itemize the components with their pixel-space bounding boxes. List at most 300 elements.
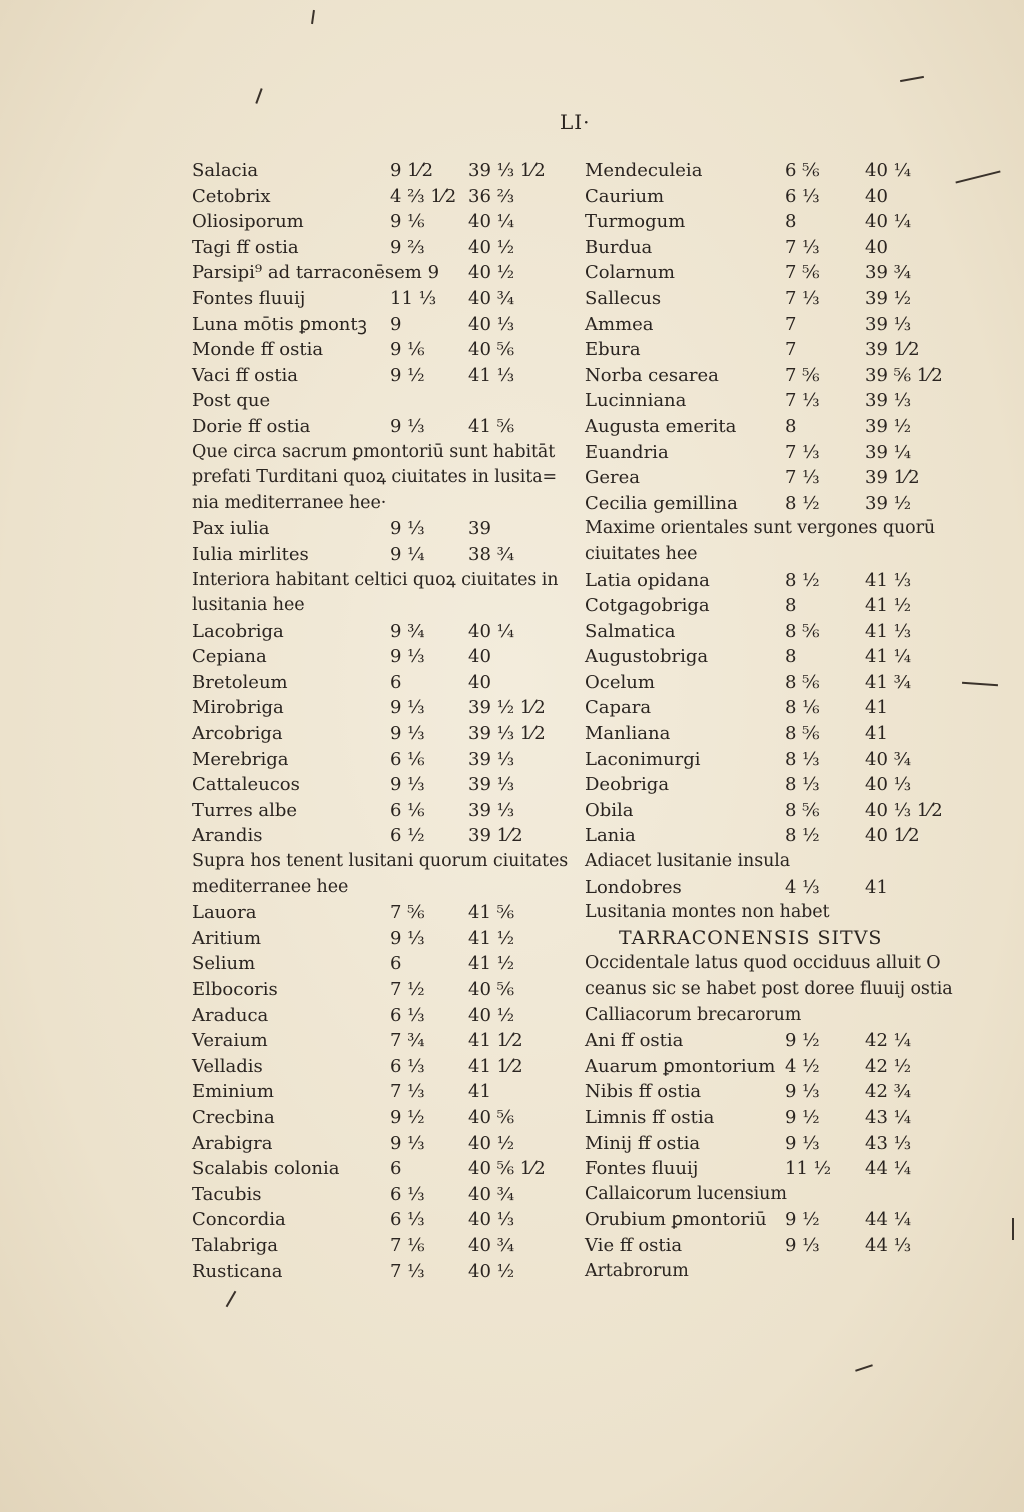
- longitude-value: 6: [390, 953, 402, 975]
- margin-mark: [255, 88, 262, 104]
- table-row: [192, 209, 552, 235]
- table-row: [192, 1233, 552, 1259]
- table-row: [192, 260, 552, 286]
- longitude-value: 8 ⅚: [785, 723, 820, 745]
- latitude-value: 39 ¼: [865, 441, 912, 463]
- latitude-value: 41: [865, 876, 888, 898]
- place-name: Arabigra: [192, 1132, 273, 1154]
- place-name: Arcobriga: [192, 723, 283, 745]
- place-name: Caurium: [585, 185, 665, 207]
- longitude-value: 7: [785, 339, 797, 361]
- longitude-value: 9 ⅓: [390, 646, 425, 668]
- place-name: Vaci ff ostia: [192, 364, 298, 386]
- longitude-value: 9 ½: [390, 1106, 425, 1128]
- table-row: [585, 184, 960, 210]
- longitude-value: 7 ⅓: [785, 287, 820, 309]
- longitude-value: 7 ⅓: [785, 390, 820, 412]
- table-row: [192, 1028, 552, 1054]
- latitude-value: 39 ½: [865, 415, 912, 437]
- folio-number: LI·: [560, 110, 591, 134]
- latitude-value: 40 ⅚: [468, 979, 515, 1000]
- latitude-value: 39 ⅚ 1⁄2: [865, 364, 943, 386]
- place-name: Concordia: [192, 1209, 286, 1231]
- place-name: Calliacorum brecarorum: [585, 1004, 802, 1025]
- table-row: [585, 823, 960, 849]
- table-row: [192, 644, 552, 670]
- longitude-value: 7 ⅚: [785, 262, 820, 284]
- text-line: [585, 516, 960, 542]
- table-row: [192, 951, 552, 977]
- latitude-value: 41: [865, 723, 888, 745]
- table-row: [192, 542, 552, 568]
- table-row: [192, 926, 552, 952]
- longitude-value: 9 ⅔: [390, 236, 425, 258]
- margin-mark: [311, 10, 315, 24]
- longitude-value: 7 ½: [390, 979, 425, 1000]
- place-name: prefati Turditani quoꝝ ciuitates in lusita=: [192, 467, 558, 488]
- place-name: Supra hos tenent lusitani quorum ciuitates: [192, 851, 569, 872]
- text-line: [585, 1259, 960, 1285]
- table-row: [585, 440, 960, 466]
- latitude-value: 40 ⅓ 1⁄2: [865, 799, 943, 821]
- latitude-value: 41 ¼: [865, 646, 912, 668]
- table-row: [585, 158, 960, 184]
- table-row: [192, 158, 552, 184]
- latitude-value: 38 ¾: [468, 543, 515, 565]
- place-name: Limnis ff ostia: [585, 1106, 715, 1128]
- table-row: [192, 900, 552, 926]
- margin-mark: [962, 682, 998, 687]
- longitude-value: 6 ⅙: [390, 799, 425, 821]
- place-name: Ammea: [585, 313, 654, 335]
- margin-mark: [900, 76, 924, 82]
- longitude-value: 4 ⅓: [785, 876, 820, 898]
- margin-mark: [955, 170, 1000, 183]
- place-name: nia mediterranee hee·: [192, 492, 387, 513]
- place-name: Mirobriga: [192, 697, 284, 719]
- place-name: Cotgagobriga: [585, 595, 710, 617]
- longitude-value: 9 ½: [785, 1106, 820, 1128]
- longitude-value: 9 ¼: [390, 543, 425, 565]
- table-row: [192, 235, 552, 261]
- place-name: Merebriga: [192, 748, 289, 770]
- place-name: Maxime orientales sunt vergones quorū: [585, 518, 936, 539]
- latitude-value: 41 ⅚: [468, 415, 515, 437]
- place-name: Minij ff ostia: [585, 1132, 701, 1154]
- latitude-value: 39 ⅓: [865, 313, 912, 335]
- longitude-value: 7 ⅓: [785, 441, 820, 463]
- longitude-value: 8 ⅓: [785, 748, 820, 770]
- latitude-value: 40 ¾: [865, 748, 912, 770]
- place-name: Vie ff ostia: [585, 1234, 683, 1256]
- latitude-value: 42 ¼: [865, 1030, 912, 1052]
- longitude-value: 11 ⅓: [390, 287, 437, 309]
- longitude-value: 7 ⅚: [390, 902, 425, 924]
- longitude-value: 8 ½: [785, 569, 820, 591]
- longitude-value: 8: [785, 595, 797, 617]
- place-name: Veraium: [192, 1030, 268, 1052]
- longitude-value: 6 ⅙: [390, 748, 425, 770]
- latitude-value: 39 ⅓ 1⁄2: [468, 723, 546, 745]
- latitude-value: 39 1⁄2: [865, 339, 920, 361]
- place-name: Tacubis: [192, 1183, 262, 1205]
- table-row: [192, 312, 552, 338]
- latitude-value: 41 ⅓: [865, 620, 912, 642]
- margin-mark: [855, 1364, 873, 1371]
- longitude-value: 7: [785, 313, 797, 335]
- table-row: [585, 286, 960, 312]
- place-name: Manliana: [585, 723, 671, 745]
- latitude-value: 42 ¾: [865, 1081, 912, 1103]
- longitude-value: 6 ⅓: [390, 1055, 425, 1077]
- place-name: Artabrorum: [585, 1260, 689, 1281]
- place-name: Turres albe: [192, 799, 298, 821]
- latitude-value: 39 ⅓: [865, 390, 912, 412]
- place-name: Adiacet lusitanie insula: [585, 851, 791, 872]
- longitude-value: 4 ⅔ 1⁄2: [390, 185, 457, 207]
- latitude-value: 41 ⅚: [468, 902, 515, 924]
- longitude-value: 9 ¾: [390, 620, 425, 642]
- longitude-value: 8: [785, 211, 797, 233]
- table-row: [192, 1156, 552, 1182]
- table-row: [192, 363, 552, 389]
- place-name: Mendeculeia: [585, 160, 703, 181]
- latitude-value: 40: [468, 671, 491, 693]
- latitude-value: 39 ⅓: [468, 774, 515, 796]
- table-row: [585, 619, 960, 645]
- place-name: Lauora: [192, 902, 257, 924]
- latitude-value: 43 ¼: [865, 1106, 912, 1128]
- longitude-value: 7 ¾: [390, 1030, 425, 1052]
- text-line: [192, 875, 552, 901]
- place-name: Lania: [585, 825, 636, 847]
- latitude-value: 40: [468, 646, 491, 668]
- place-name: Cattaleucos: [192, 774, 300, 796]
- text-line: [585, 1182, 960, 1208]
- table-row: [585, 568, 960, 594]
- latitude-value: 40: [865, 185, 888, 207]
- longitude-value: 8: [785, 646, 797, 668]
- place-name: Tagi ff ostia: [192, 236, 299, 258]
- latitude-value: 39: [468, 518, 491, 540]
- table-row: [192, 1207, 552, 1233]
- latitude-value: 40 1⁄2: [865, 825, 920, 847]
- place-name: Obila: [585, 799, 634, 821]
- longitude-value: 9: [390, 313, 402, 335]
- table-row: [585, 465, 960, 491]
- latitude-value: 40: [865, 236, 888, 258]
- longitude-value: 8 ⅚: [785, 799, 820, 821]
- table-row: [585, 644, 960, 670]
- place-name: Aritium: [192, 927, 262, 949]
- place-name: Iulia mirlites: [192, 543, 309, 565]
- place-name: Burdua: [585, 236, 653, 258]
- place-name: Cetobrix: [192, 185, 271, 207]
- text-line: [585, 542, 960, 568]
- place-name: Cepiana: [192, 646, 267, 668]
- table-row: [192, 619, 552, 645]
- longitude-value: 9 ⅓: [785, 1132, 820, 1154]
- latitude-value: 40 ½: [468, 1132, 515, 1154]
- latitude-value: 40 ¼: [865, 211, 912, 233]
- table-row: [192, 1003, 552, 1029]
- table-row: [585, 1054, 960, 1080]
- place-name: Capara: [585, 697, 652, 719]
- latitude-value: 41: [865, 697, 888, 719]
- longitude-value: 6: [390, 671, 402, 693]
- place-name: Lusitania montes non habet: [585, 902, 830, 923]
- place-name: Talabriga: [192, 1234, 278, 1256]
- longitude-value: 9 ½: [785, 1209, 820, 1231]
- table-row: [585, 721, 960, 747]
- text-line: [192, 568, 559, 594]
- table-row: [192, 772, 552, 798]
- text-line: [585, 951, 960, 977]
- latitude-value: 40 ½: [468, 1260, 515, 1282]
- table-row: [192, 1105, 552, 1131]
- text-line: [585, 1003, 960, 1029]
- text-line: [585, 977, 960, 1003]
- latitude-value: 40 ¼: [468, 211, 515, 233]
- place-name: Londobres: [585, 876, 682, 898]
- table-row: [585, 209, 960, 235]
- table-row: [192, 670, 552, 696]
- latitude-value: 40 ½: [468, 1004, 515, 1026]
- latitude-value: 43 ⅓: [865, 1132, 912, 1154]
- latitude-value: 40 ¼: [468, 620, 515, 642]
- place-name: ciuitates hee: [585, 543, 698, 564]
- latitude-value: 40 ¼: [865, 160, 912, 181]
- table-row: [585, 1028, 960, 1054]
- place-name: Ebura: [585, 339, 641, 361]
- latitude-value: 40 ⅓: [468, 1209, 515, 1231]
- table-row: [585, 747, 960, 773]
- table-row: [585, 670, 960, 696]
- latitude-value: 39 ¾: [865, 262, 912, 284]
- longitude-value: 4 ½: [785, 1055, 820, 1077]
- latitude-value: 39 ⅓ 1⁄2: [468, 160, 546, 181]
- place-name: Dorie ff ostia: [192, 415, 311, 437]
- table-row: [585, 337, 960, 363]
- place-name: Callaicorum lucensium: [585, 1183, 787, 1204]
- place-name: Orubium ꝑmontoriū: [585, 1209, 767, 1231]
- table-row: [192, 1182, 552, 1208]
- longitude-value: 6: [390, 1158, 402, 1180]
- place-name: Latia opidana: [585, 569, 710, 591]
- longitude-value: 6 ⅓: [390, 1004, 425, 1026]
- place-name: Gerea: [585, 467, 641, 489]
- table-row: [585, 1079, 960, 1105]
- latitude-value: 41 ⅓: [468, 364, 515, 386]
- place-name: Que circa sacrum ꝑmontoriū sunt habitāt: [192, 441, 556, 462]
- place-name: Lacobriga: [192, 620, 284, 642]
- table-row: [585, 491, 960, 517]
- place-name: Augusta emerita: [585, 415, 737, 437]
- text-line: [585, 849, 960, 875]
- place-name: Rusticana: [192, 1260, 283, 1282]
- longitude-value: 7 ⅚: [785, 364, 820, 386]
- latitude-value: 41 ½: [865, 595, 912, 617]
- table-row: [192, 823, 552, 849]
- place-name: Turmogum: [585, 211, 686, 233]
- place-name: ceanus sic se habet post doree fluuij ostia: [585, 979, 953, 999]
- latitude-value: 39 1⁄2: [865, 467, 920, 489]
- table-row: [585, 1131, 960, 1157]
- longitude-value: 9 ⅓: [390, 927, 425, 949]
- latitude-value: 40 ½: [468, 262, 515, 284]
- place-name: Nibis ff ostia: [585, 1081, 702, 1103]
- table-row: [192, 1259, 552, 1285]
- place-name: Arandis: [192, 825, 263, 847]
- latitude-value: 40 ¾: [468, 1234, 515, 1256]
- table-row: [585, 414, 960, 440]
- table-row: [192, 184, 552, 210]
- latitude-value: 41 1⁄2: [468, 1030, 523, 1052]
- latitude-value: 44 ¼: [865, 1209, 912, 1231]
- place-name: Sallecus: [585, 287, 662, 309]
- latitude-value: 39 ½: [865, 492, 912, 514]
- table-row: [585, 1156, 960, 1182]
- longitude-value: 7 ⅓: [785, 467, 820, 489]
- margin-mark: [226, 1291, 237, 1308]
- table-row: [192, 1079, 552, 1105]
- place-name: Elbocoris: [192, 979, 278, 1000]
- table-row: [585, 695, 960, 721]
- longitude-value: 6 ⅓: [390, 1183, 425, 1205]
- table-row: [192, 388, 552, 414]
- place-name: Augustobriga: [585, 646, 709, 668]
- table-row: [585, 363, 960, 389]
- latitude-value: 42 ½: [865, 1055, 912, 1077]
- place-name: Selium: [192, 953, 256, 975]
- place-name: Luna mōtis ꝑmontꝫ: [192, 313, 367, 335]
- place-name: Oliosiporum: [192, 211, 304, 233]
- left-column: [192, 158, 569, 1284]
- place-name: Crecbina: [192, 1106, 275, 1128]
- latitude-value: 40 ⅓: [865, 774, 912, 796]
- longitude-value: 8 ⅓: [785, 774, 820, 796]
- latitude-value: 39 ½ 1⁄2: [468, 697, 546, 719]
- table-row: [585, 388, 960, 414]
- table-row: [585, 312, 960, 338]
- table-row: [585, 260, 960, 286]
- place-name: Velladis: [192, 1055, 263, 1077]
- place-name: Salmatica: [585, 620, 676, 642]
- place-name: Ocelum: [585, 671, 655, 693]
- table-row: [192, 516, 552, 542]
- latitude-value: 44 ¼: [865, 1158, 912, 1180]
- table-row: [585, 1233, 960, 1259]
- place-name: Araduca: [192, 1004, 269, 1026]
- latitude-value: 40 ½: [468, 236, 515, 258]
- text-line: [585, 900, 960, 926]
- latitude-value: 40 ⅚: [468, 339, 515, 361]
- longitude-value: 9 ⅓: [390, 415, 425, 437]
- text-line: [192, 849, 569, 875]
- table-row: [192, 721, 552, 747]
- longitude-value: 7 ⅙: [390, 1234, 425, 1256]
- place-name: Post que: [192, 390, 271, 412]
- place-name: Pax iulia: [192, 518, 270, 540]
- place-name: Deobriga: [585, 774, 670, 796]
- table-row: [585, 798, 960, 824]
- margin-mark: [1012, 1218, 1014, 1240]
- place-name: Euandria: [585, 441, 669, 463]
- longitude-value: 6 ⅓: [785, 185, 820, 207]
- place-name: Ani ff ostia: [585, 1030, 684, 1052]
- table-row: [585, 1207, 960, 1233]
- place-name: Interiora habitant celtici quoꝝ ciuitates in: [192, 569, 559, 590]
- table-row: [585, 235, 960, 261]
- longitude-value: 9 ⅓: [390, 1132, 425, 1154]
- place-name: Salacia: [192, 160, 259, 181]
- longitude-value: 9 ⅙: [390, 211, 425, 233]
- place-name: Eminium: [192, 1081, 274, 1103]
- latitude-value: 41 1⁄2: [468, 1055, 523, 1077]
- table-row: [585, 772, 960, 798]
- latitude-value: 41 ½: [468, 953, 515, 975]
- longitude-value: 9 ⅙: [390, 339, 425, 361]
- latitude-value: 44 ⅓: [865, 1234, 912, 1256]
- longitude-value: 9 ½: [785, 1030, 820, 1052]
- place-name: mediterranee hee: [192, 876, 349, 897]
- table-row: [192, 977, 552, 1003]
- place-name: Parsipi⁹ ad tarraconēsem 9: [192, 262, 440, 284]
- latitude-value: 41: [468, 1081, 491, 1103]
- latitude-value: 40 ⅚ 1⁄2: [468, 1158, 546, 1180]
- text-line: [192, 593, 552, 619]
- longitude-value: 9 ⅓: [390, 697, 425, 719]
- place-name: Scalabis colonia: [192, 1158, 340, 1180]
- latitude-value: 40 ⅓: [468, 313, 515, 335]
- longitude-value: 6 ½: [390, 825, 425, 847]
- place-name: Fontes fluuij: [192, 287, 306, 309]
- latitude-value: 41 ⅓: [865, 569, 912, 591]
- place-name: Monde ff ostia: [192, 339, 324, 361]
- latitude-value: 41 ½: [468, 927, 515, 949]
- table-row: [192, 1054, 552, 1080]
- table-row: [585, 1105, 960, 1131]
- place-name: Lucinniana: [585, 390, 687, 412]
- longitude-value: 9 1⁄2: [390, 160, 434, 181]
- table-row: [192, 414, 552, 440]
- section-heading: [585, 926, 960, 952]
- text-line: [192, 440, 556, 466]
- right-column: [585, 158, 960, 1284]
- table-row: [192, 337, 552, 363]
- longitude-value: 7 ⅓: [785, 236, 820, 258]
- latitude-value: 39 ⅓: [468, 748, 515, 770]
- place-name: Laconimurgi: [585, 748, 701, 770]
- place-name: Bretoleum: [192, 671, 288, 693]
- table-row: [192, 1131, 552, 1157]
- longitude-value: 8 ⅚: [785, 620, 820, 642]
- longitude-value: 7 ⅓: [390, 1081, 425, 1103]
- longitude-value: 8: [785, 415, 797, 437]
- place-name: Norba cesarea: [585, 364, 719, 386]
- longitude-value: 6 ⅚: [785, 160, 820, 181]
- table-row: [585, 875, 960, 901]
- longitude-value: 7 ⅓: [390, 1260, 425, 1282]
- longitude-value: 9 ⅓: [785, 1234, 820, 1256]
- place-name: Auarum ꝑmontorium: [585, 1055, 776, 1077]
- place-name: Cecilia gemillina: [585, 492, 738, 514]
- text-line: [192, 465, 558, 491]
- longitude-value: 8 ⅚: [785, 671, 820, 693]
- place-name: Occidentale latus quod occiduus alluit O: [585, 953, 941, 974]
- longitude-value: 9 ⅓: [785, 1081, 820, 1103]
- table-row: [192, 798, 552, 824]
